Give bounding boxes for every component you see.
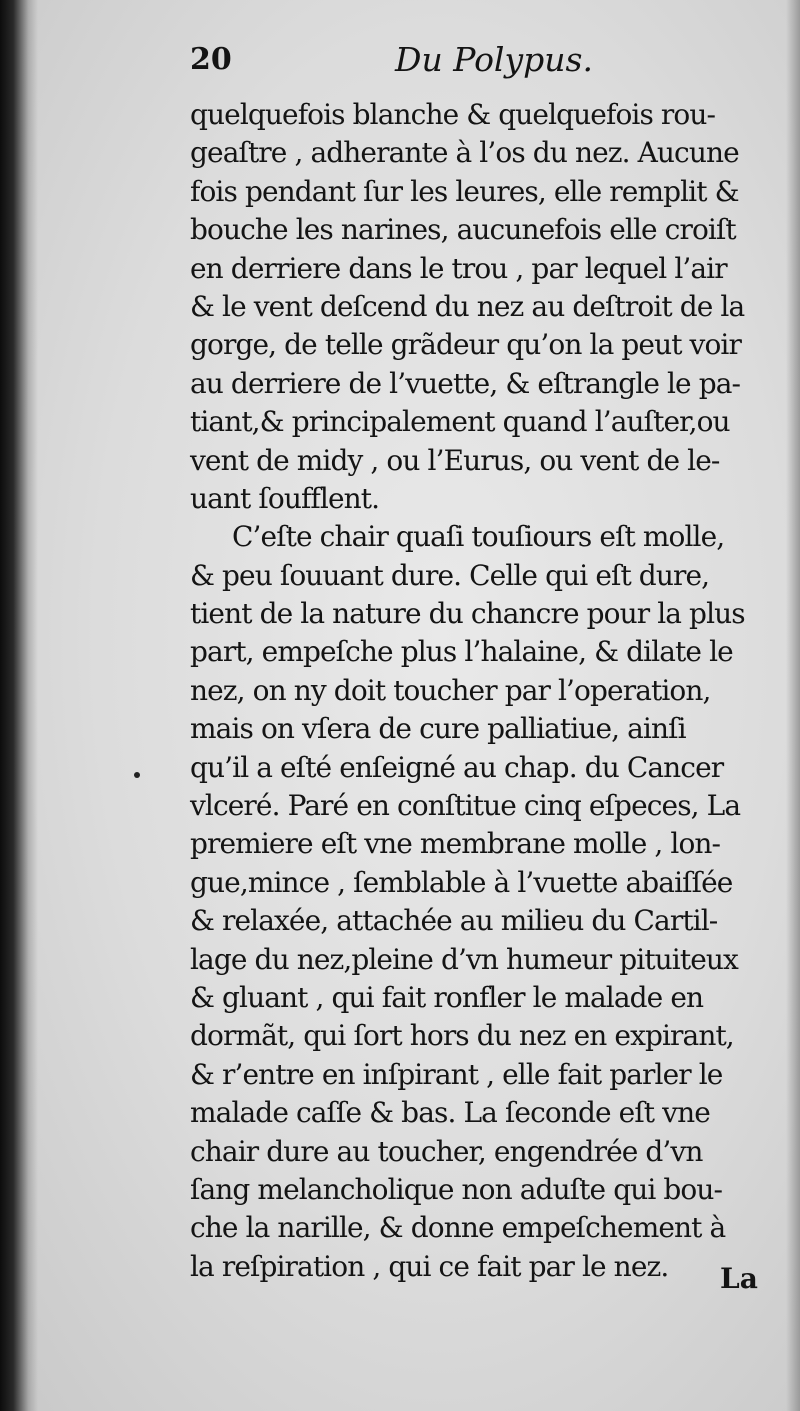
text-line: gorge, de telle grãdeur qu’on la peut voir xyxy=(190,328,741,362)
text-line: vent de midy , ou l’Eurus, ou vent de le- xyxy=(190,443,720,477)
text-line: chair dure au toucher, engendrée d’vn xyxy=(190,1134,703,1168)
page-edge-shadow xyxy=(786,0,800,1411)
text-line: quelquefois blanche & quelquefois rou- xyxy=(190,98,716,131)
text-line: & r’entre en inſpirant , elle fait parler le xyxy=(190,1057,723,1091)
text-line: mais on vſera de cure palliatiue, ainſi xyxy=(190,712,686,746)
text-line: en derriere dans le trou , par lequel l’air xyxy=(190,251,727,285)
text-line: dormãt, qui ſort hors du nez en expirant, xyxy=(190,1019,734,1053)
paragraph-first-line: C’eſte chair quaſi touſiours eſt molle, xyxy=(232,520,725,554)
margin-mark xyxy=(134,772,140,778)
text-line: lage du nez,pleine d’vn humeur pituiteux xyxy=(190,942,738,976)
text-line: fois pendant ſur les leures, elle remplit & xyxy=(190,174,739,208)
text-line: bouche les narines, aucunefois elle croiſt xyxy=(190,213,736,247)
text-line: nez, on ny doit toucher par l’operation, xyxy=(190,673,711,707)
text-line: malade caſſe & bas. La ſeconde eſt vne xyxy=(190,1096,710,1130)
text-line: la reſpiration , qui ce fait par le nez. xyxy=(190,1249,669,1283)
text-line: ſang melancholique non aduſte qui bou- xyxy=(190,1172,723,1206)
spine-shadow xyxy=(0,0,38,1411)
text-line: premiere eſt vne membrane molle , lon- xyxy=(190,827,721,861)
text-line: uant ſoufflent. xyxy=(190,481,380,515)
text-line: part, empeſche plus l’halaine, & dilate le xyxy=(190,635,733,669)
text-line: geaſtre , adherante à l’os du nez. Aucune xyxy=(190,136,739,170)
running-title: Du Polypus. xyxy=(395,40,593,79)
text-line: & relaxée, attachée au milieu du Cartil- xyxy=(190,904,718,938)
text-line: & gluant , qui fait ronfler le malade en xyxy=(190,980,704,1014)
text-line: vlceré. Paré en conſtitue cinq eſpeces, La xyxy=(190,789,741,823)
text-line: qu’il a eſté enſeigné au chap. du Cancer xyxy=(190,750,724,784)
page-number: 20 xyxy=(190,42,232,77)
text-line: au derriere de l’vuette, & eſtrangle le pa- xyxy=(190,366,741,400)
text-line: gue,mince , ſemblable à l’vuette abaiſſée xyxy=(190,865,733,899)
text-line: che la narille, & donne empeſchement à xyxy=(190,1211,726,1245)
running-head xyxy=(190,40,750,86)
catchword: La xyxy=(720,1262,758,1295)
text-line: tiant,& principalement quand l’auſter,ou xyxy=(190,405,730,439)
text-line: & peu ſouuant dure. Celle qui eſt dure, xyxy=(190,558,710,592)
body-text xyxy=(190,96,770,1286)
text-line: tient de la nature du chancre pour la plus xyxy=(190,597,745,631)
text-line: & le vent deſcend du nez au deſtroit de la xyxy=(190,289,745,323)
